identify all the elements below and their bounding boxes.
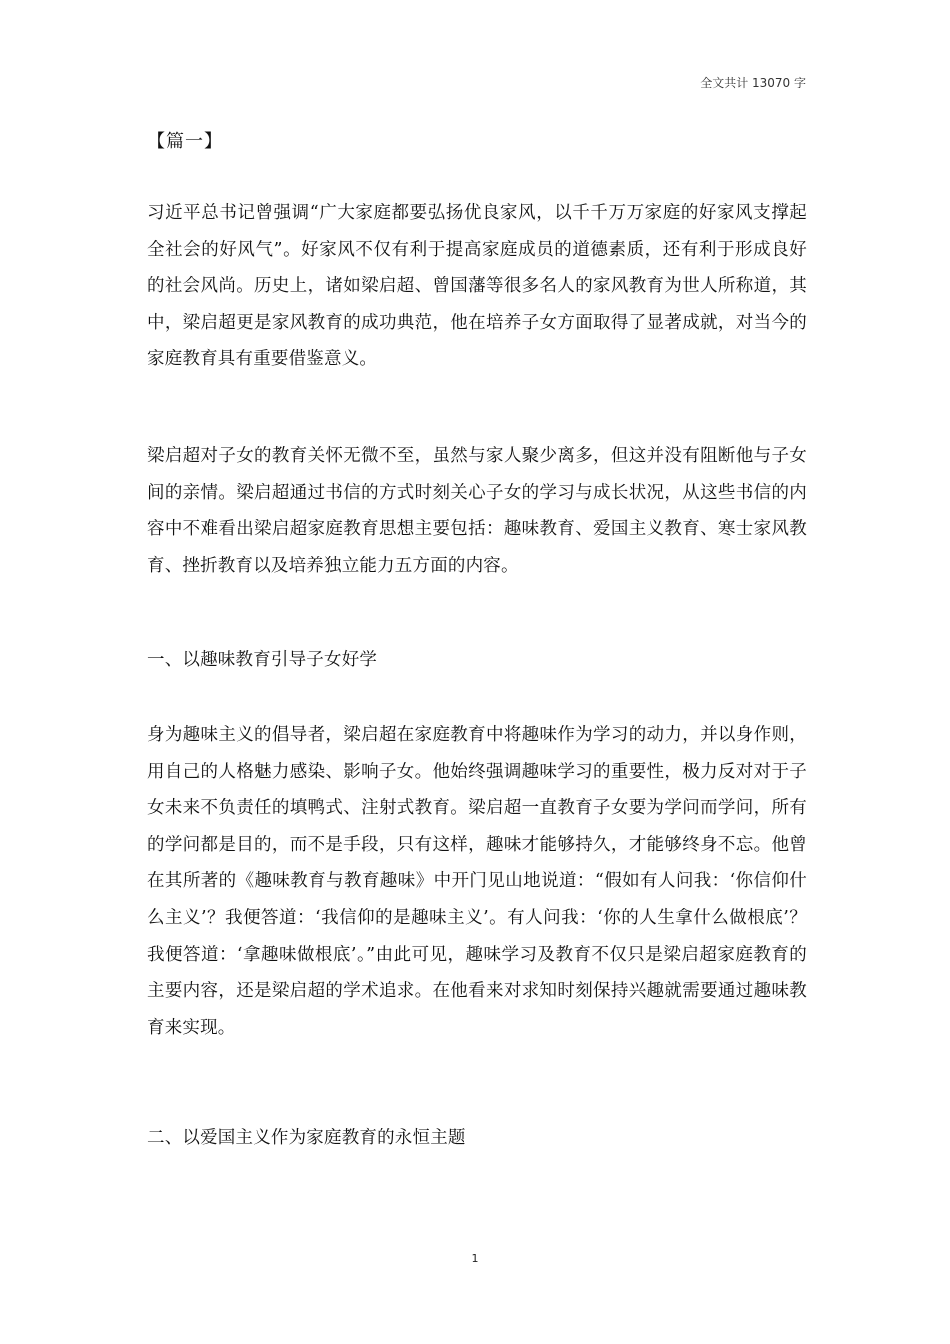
page-number: 1 xyxy=(471,1252,479,1265)
paragraph-intro: 习近平总书记曾强调“广大家庭都要弘扬优良家风，以千千万万家庭的好家风支撑起全社会的好风气”。好家风不仅有利于提高家庭成员的道德素质，还有利于形成良好的社会风尚。历史上，诸如梁启超、曾国藩等很多名人的家风教育为世人所称道，其中，梁启超更是家风教育的成功典范，他在培养子女方面取得了显著成就，对当今的家庭教育具有重要借鉴意义。 xyxy=(147,203,807,370)
section-label: 【篇一】 xyxy=(147,131,223,152)
section-heading-2: 二、以爱国主义作为家庭教育的永恒主题 xyxy=(147,1128,466,1148)
section-heading-1: 一、以趣味教育引导子女好学 xyxy=(147,650,378,670)
paragraph-overview: 梁启超对子女的教育关怀无微不至，虽然与家人聚少离多，但这并没有阻断他与子女间的亲情。梁启超通过书信的方式时刻关心子女的学习与成长状况，从这些书信的内容中不难看出梁启超家庭教育思想主要包括：趣味教育、爱国主义教育、寒士家风教育、挫折教育以及培养独立能力五方面的内容。 xyxy=(147,446,807,576)
word-count-label: 全文共计 13070 字 xyxy=(700,76,806,90)
paragraph-interest-education: 身为趣味主义的倡导者，梁启超在家庭教育中将趣味作为学习的动力，并以身作则，用自己的人格魅力感染、影响子女。他始终强调趣味学习的重要性，极力反对对于子女未来不负责任的填鸭式、注射式教育。梁启超一直教育子女要为学问而学问，所有的学问都是目的，而不是手段，只有这样，趣味才能够持久，才能够终身不忘。他曾在其所著的《趣味教育与教育趣味》中开门见山地说道：“假如有人问我：‘你信仰什么主义’？我便答道：‘我信仰的是趣味主义’。有人问我：‘你的人生拿什么做根底’？我便答道：‘拿趣味做根底’。”由此可见，趣味学习及教育不仅只是梁启超家庭教育的主要内容，还是梁启超的学术追求。在他看来对求知时刻保持兴趣就需要通过趣味教育来实现。 xyxy=(147,725,807,1038)
